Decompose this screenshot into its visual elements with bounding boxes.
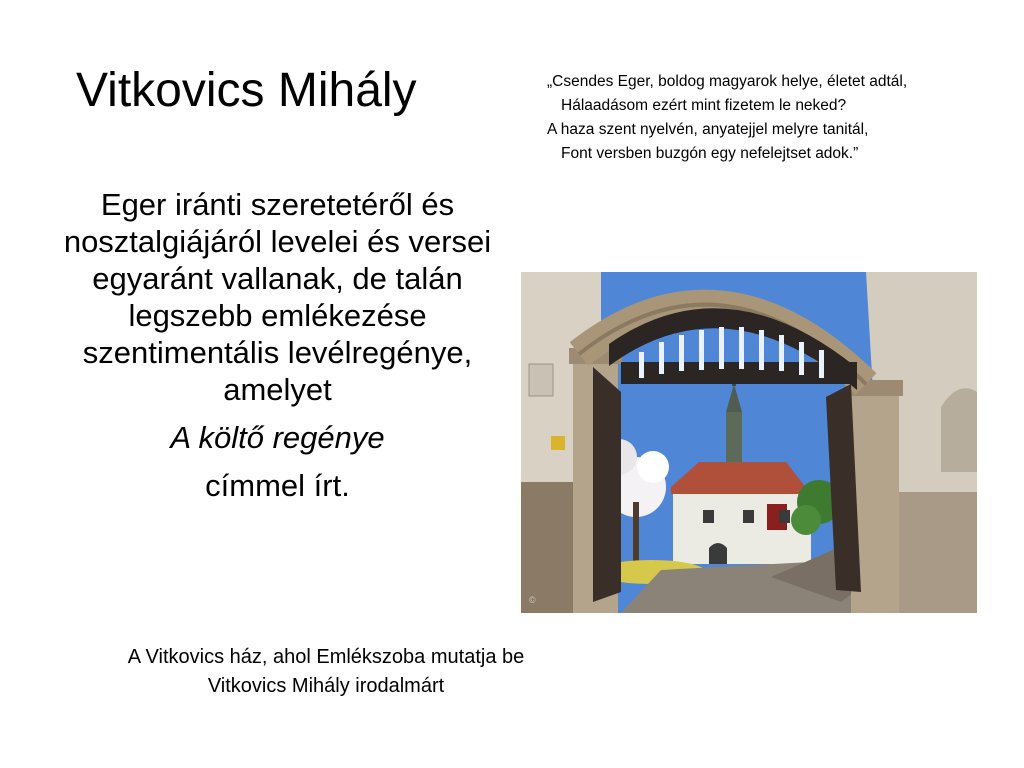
book-title: A költő regénye (170, 420, 385, 455)
body-ending: címmel írt. (205, 468, 350, 503)
poem-quote (547, 70, 987, 166)
photo-caption: A Vitkovics ház, ahol Emlékszoba mutatja be Vitkovics Mihály irodalmárt (127, 646, 525, 697)
poem-line-4: Font versben buzgón egy nefelejtset adok.” (561, 145, 859, 162)
poem-line-3: A haza szent nyelvén, anyatejjel melyre tanitál, (547, 121, 869, 138)
body-paragraph: Eger iránti szeretetéről és nosztalgiájáról levelei és versei egyaránt vallanak, de talán legszebb emlékezése szentimentális levélregénye, amelyet (63, 187, 492, 407)
svg-text:©: © (529, 595, 536, 605)
body-text (56, 186, 499, 515)
poem-line-2: Hálaadásom ezért mint fizetem le neked? (561, 97, 847, 114)
poem-line-1: „Csendes Eger, boldog magyarok helye, életet adtál, (547, 73, 908, 90)
vitkovics-house-photo (521, 272, 977, 613)
slide-title: Vitkovics Mihály (76, 64, 417, 117)
